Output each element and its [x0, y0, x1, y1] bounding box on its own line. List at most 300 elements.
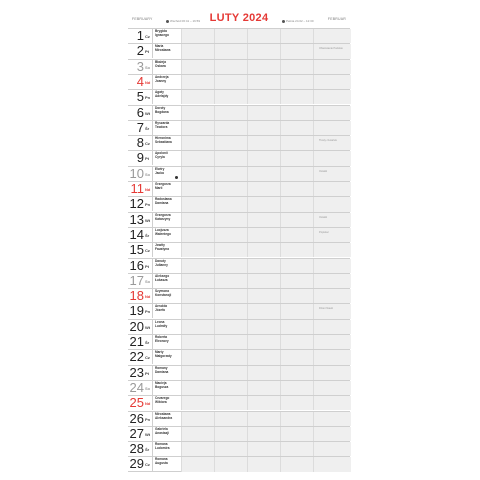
name-day-box: [152, 289, 181, 303]
entry-cell[interactable]: [214, 243, 247, 257]
name-day-first: Mirosława: [155, 411, 171, 416]
holiday-note: Tłusty czwartek: [319, 139, 337, 143]
entry-cell[interactable]: [181, 442, 214, 456]
name-day-box: [152, 90, 181, 104]
weekday-abbr: Wt: [145, 217, 151, 223]
weekday-abbr: Śr: [145, 125, 150, 131]
day-row[interactable]: [128, 59, 350, 74]
entry-cell[interactable]: [247, 289, 280, 303]
entry-cell[interactable]: [280, 381, 313, 395]
entry-cell[interactable]: [313, 427, 351, 441]
name-day-box: [152, 60, 181, 74]
day-number: 25: [129, 395, 144, 411]
entry-cell[interactable]: [313, 289, 351, 303]
entry-cell[interactable]: [280, 228, 313, 242]
entry-cell[interactable]: [214, 320, 247, 334]
entry-cell[interactable]: [181, 44, 214, 58]
entry-cell[interactable]: [280, 274, 313, 288]
entry-cell[interactable]: [181, 228, 214, 242]
name-day-second: Konstancji: [155, 293, 172, 298]
entry-cell[interactable]: [313, 121, 351, 135]
entry-cell[interactable]: [181, 151, 214, 165]
name-day-box: [152, 29, 181, 43]
name-day-first: Szymona: [155, 289, 169, 294]
day-row[interactable]: [128, 242, 350, 257]
day-rows: [128, 28, 350, 472]
name-day-second: Aleksandra: [155, 415, 173, 420]
name-day-box: [152, 259, 181, 273]
entry-cell[interactable]: [280, 90, 313, 104]
weekday-abbr: Cz: [145, 355, 150, 361]
entry-cell[interactable]: [214, 442, 247, 456]
entry-cell[interactable]: [280, 197, 313, 211]
name-day-second: Faustyna: [155, 247, 169, 252]
name-day-second: Bogusza: [155, 384, 169, 389]
day-row[interactable]: [128, 43, 350, 58]
entry-cell[interactable]: [181, 350, 214, 364]
month-label-german: FEBRUAR: [327, 17, 346, 21]
name-day-second: Ignacego: [155, 33, 169, 37]
weekday-abbr: So: [145, 278, 151, 284]
entry-cell[interactable]: [181, 75, 214, 89]
day-row[interactable]: [128, 28, 350, 43]
entry-cell[interactable]: [214, 213, 247, 227]
entry-cell[interactable]: [280, 442, 313, 456]
entry-cell[interactable]: [313, 106, 351, 120]
entry-cell[interactable]: [313, 151, 351, 165]
entry-cell[interactable]: [280, 289, 313, 303]
weekday-abbr: Cz: [145, 34, 150, 39]
entry-cell[interactable]: [280, 136, 313, 150]
day-number: 11: [130, 181, 144, 196]
entry-cell[interactable]: [181, 259, 214, 273]
entry-cell[interactable]: [280, 121, 313, 135]
entry-cell[interactable]: [181, 366, 214, 380]
day-row[interactable]: [128, 349, 350, 364]
name-day-second: Marii: [155, 186, 163, 190]
name-day-second: Małgorzaty: [155, 354, 172, 359]
entry-cell[interactable]: [214, 427, 247, 441]
day-row[interactable]: [128, 258, 350, 273]
name-day-first: Roberta: [155, 335, 168, 339]
name-day-first: Macieja: [155, 380, 167, 385]
name-day-first: Maria: [155, 44, 164, 49]
day-number: 20: [129, 318, 144, 334]
name-day-first: Romana: [155, 442, 168, 447]
entry-cell[interactable]: [181, 274, 214, 288]
entry-cell[interactable]: [247, 427, 280, 441]
entry-cell[interactable]: [181, 213, 214, 227]
weekday-abbr: Cz: [145, 248, 150, 254]
name-day-box: [152, 243, 181, 257]
entry-cell[interactable]: [181, 197, 214, 211]
entry-cell[interactable]: [247, 29, 280, 43]
name-day-box: [152, 213, 181, 227]
entry-cell[interactable]: [181, 90, 214, 104]
day-row[interactable]: [128, 89, 350, 104]
entry-cell[interactable]: [280, 44, 313, 58]
day-number: 27: [129, 425, 144, 441]
entry-cell[interactable]: [313, 366, 351, 380]
entry-cell[interactable]: [313, 243, 351, 257]
holiday-note: Popielec: [319, 230, 329, 234]
entry-cell[interactable]: [247, 75, 280, 89]
day-row[interactable]: [128, 120, 350, 135]
day-row[interactable]: [128, 426, 350, 441]
entry-cell[interactable]: [214, 60, 247, 74]
name-day-box: [152, 427, 181, 441]
entry-cell[interactable]: [313, 197, 351, 211]
entry-cell[interactable]: [313, 350, 351, 364]
weekday-abbr: Cz: [145, 462, 150, 468]
weekday-abbr: So: [145, 64, 151, 70]
entry-cell[interactable]: [214, 106, 247, 120]
day-number: 8: [136, 135, 144, 151]
name-day-second: Bogdana: [155, 109, 169, 114]
weekday-abbr: Pn: [145, 309, 151, 315]
entry-cell[interactable]: [280, 60, 313, 74]
entry-cell[interactable]: [280, 29, 313, 43]
entry-cell[interactable]: [214, 167, 247, 181]
day-number: 13: [129, 211, 144, 227]
entry-cell[interactable]: [247, 90, 280, 104]
entry-cell[interactable]: [247, 457, 280, 471]
entry-cell[interactable]: [313, 381, 351, 395]
entry-cell[interactable]: [280, 412, 313, 426]
entry-cell[interactable]: [247, 350, 280, 364]
entry-cell[interactable]: [280, 75, 313, 89]
entry-cell[interactable]: [214, 197, 247, 211]
entry-cell[interactable]: [280, 396, 313, 410]
entry-cell[interactable]: [280, 243, 313, 257]
name-day-first: Leona: [155, 319, 165, 324]
entry-cell[interactable]: [181, 381, 214, 395]
day-row[interactable]: [128, 303, 350, 318]
entry-cell[interactable]: [247, 106, 280, 120]
entry-cell[interactable]: [280, 320, 313, 334]
day-number: 9: [136, 150, 144, 166]
entry-cell[interactable]: [247, 121, 280, 135]
entry-cell[interactable]: [214, 29, 247, 43]
day-row[interactable]: [128, 150, 350, 165]
name-day-second: Ludomira: [155, 446, 170, 451]
entry-cell[interactable]: [247, 259, 280, 273]
day-row[interactable]: [128, 456, 350, 471]
entry-cell[interactable]: [247, 335, 280, 349]
day-row[interactable]: [128, 411, 350, 426]
weekday-abbr: Pt: [145, 370, 149, 376]
day-number: 24: [129, 379, 144, 395]
entry-cell[interactable]: [181, 121, 214, 135]
entry-cell[interactable]: [181, 182, 214, 196]
holiday-note: Ostatki: [319, 169, 328, 173]
entry-cell[interactable]: [181, 106, 214, 120]
entry-cell[interactable]: [247, 182, 280, 196]
entry-cell[interactable]: [214, 381, 247, 395]
entry-cell[interactable]: [280, 366, 313, 380]
weekday-abbr: Pn: [145, 416, 151, 422]
entry-cell[interactable]: [313, 412, 351, 426]
entry-cell[interactable]: [214, 182, 247, 196]
day-row[interactable]: [128, 135, 350, 150]
entry-cell[interactable]: [247, 381, 280, 395]
name-day-box: [152, 228, 181, 242]
moon-phase-icon: [175, 176, 178, 179]
name-day-first: Brygida: [155, 29, 167, 33]
entry-cell[interactable]: [181, 289, 214, 303]
name-day-first: Aleksego: [155, 273, 170, 278]
entry-cell[interactable]: [214, 366, 247, 380]
name-day-box: [152, 412, 181, 426]
day-number: 5: [136, 89, 144, 105]
entry-cell[interactable]: [247, 136, 280, 150]
weekday-abbr: Śr: [145, 447, 150, 453]
entry-cell[interactable]: [247, 274, 280, 288]
entry-cell[interactable]: [313, 396, 351, 410]
name-day-first: Romana: [155, 457, 168, 462]
entry-cell[interactable]: [181, 320, 214, 334]
name-day-box: [152, 121, 181, 135]
weekday-abbr: Wt: [145, 324, 151, 330]
entry-cell[interactable]: [214, 350, 247, 364]
entry-cell[interactable]: [247, 412, 280, 426]
day-number: 3: [136, 58, 144, 74]
day-row[interactable]: [128, 441, 350, 456]
name-day-first: Hieronima: [155, 136, 171, 141]
name-day-first: Romany: [155, 365, 168, 370]
name-day-second: Walentego: [155, 231, 171, 236]
entry-cell[interactable]: [247, 44, 280, 58]
weekday-abbr: Nd: [145, 294, 151, 300]
name-day-box: [152, 274, 181, 288]
weekday-abbr: So: [145, 171, 151, 177]
entry-cell[interactable]: [214, 136, 247, 150]
day-row[interactable]: [128, 181, 350, 196]
entry-cell[interactable]: [214, 396, 247, 410]
day-number: 19: [129, 303, 144, 319]
entry-cell[interactable]: [214, 412, 247, 426]
entry-cell[interactable]: [181, 412, 214, 426]
name-day-box: [152, 136, 181, 150]
entry-cell[interactable]: [214, 259, 247, 273]
wall-calendar: [128, 10, 350, 472]
day-row[interactable]: [128, 212, 350, 227]
holiday-note: Ostatki: [319, 215, 328, 219]
name-day-first: Jowity: [155, 243, 165, 248]
holiday-note: Ofiarowanie Pańskie: [319, 47, 343, 51]
entry-cell[interactable]: [214, 121, 247, 135]
name-day-second: Katarzyny: [155, 216, 171, 221]
day-number: 12: [129, 196, 144, 212]
day-row[interactable]: [128, 395, 350, 410]
entry-cell[interactable]: [247, 197, 280, 211]
name-day-second: Wiktora: [155, 400, 167, 405]
entry-cell[interactable]: [214, 289, 247, 303]
name-day-first: Doroty: [155, 105, 166, 110]
month-label-english: FEBRUARY: [132, 17, 153, 21]
weekday-abbr: Wt: [145, 110, 151, 116]
day-row[interactable]: [128, 288, 350, 303]
entry-cell[interactable]: [214, 90, 247, 104]
weekday-abbr: Pt: [145, 263, 149, 269]
entry-cell[interactable]: [280, 427, 313, 441]
name-day-second: Joanny: [155, 78, 167, 83]
name-day-first: Błażeja: [155, 59, 166, 64]
name-day-second: Julianny: [155, 262, 168, 267]
entry-cell[interactable]: [280, 350, 313, 364]
day-row[interactable]: [128, 334, 350, 349]
day-number: 7: [136, 119, 144, 135]
name-day-second: Teodora: [155, 124, 168, 129]
entry-cell[interactable]: [280, 167, 313, 181]
weekday-abbr: Wt: [145, 431, 151, 437]
entry-cell[interactable]: [214, 457, 247, 471]
moon-icon: [282, 20, 285, 23]
entry-cell[interactable]: [181, 304, 214, 318]
day-number: 21: [129, 334, 144, 349]
weekday-abbr: Pt: [145, 156, 149, 162]
entry-cell[interactable]: [214, 274, 247, 288]
weekday-abbr: Nd: [145, 187, 151, 192]
entry-cell[interactable]: [247, 396, 280, 410]
weekday-abbr: Pn: [145, 95, 151, 101]
entry-cell[interactable]: [181, 29, 214, 43]
entry-cell[interactable]: [313, 320, 351, 334]
name-day-box: [152, 350, 181, 364]
entry-cell[interactable]: [313, 457, 351, 471]
day-number: 18: [129, 288, 144, 304]
day-number: 26: [129, 410, 144, 426]
entry-cell[interactable]: [214, 228, 247, 242]
calendar-header: [128, 10, 350, 28]
name-day-first: Apolonii: [155, 151, 168, 156]
entry-cell[interactable]: [313, 335, 351, 349]
entry-cell[interactable]: [280, 213, 313, 227]
weekday-abbr: So: [145, 385, 151, 391]
name-day-first: Grzegorza: [155, 212, 171, 217]
name-day-first: Gabriela: [155, 426, 168, 431]
name-day-first: Ryszarda: [155, 120, 170, 125]
name-day-first: Andrzeja: [155, 74, 169, 79]
day-number: 4: [136, 73, 144, 89]
entry-cell[interactable]: [280, 259, 313, 273]
entry-cell[interactable]: [247, 167, 280, 181]
entry-cell[interactable]: [247, 243, 280, 257]
entry-cell[interactable]: [247, 304, 280, 318]
name-day-first: Cezarego: [155, 396, 170, 401]
entry-cell[interactable]: [181, 136, 214, 150]
entry-cell[interactable]: [214, 75, 247, 89]
entry-cell[interactable]: [313, 442, 351, 456]
name-day-box: [152, 396, 181, 410]
day-number: 2: [136, 43, 144, 59]
entry-cell[interactable]: [280, 457, 313, 471]
entry-cell[interactable]: [247, 228, 280, 242]
name-day-second: Eleonory: [155, 339, 169, 343]
name-day-box: [152, 151, 181, 165]
entry-cell[interactable]: [247, 60, 280, 74]
day-row[interactable]: [128, 74, 350, 89]
entry-cell[interactable]: [247, 320, 280, 334]
entry-cell[interactable]: [313, 29, 351, 43]
entry-cell[interactable]: [313, 90, 351, 104]
name-day-first: Arnolda: [155, 304, 168, 309]
entry-cell[interactable]: [214, 151, 247, 165]
entry-cell[interactable]: [313, 60, 351, 74]
name-day-first: Marty: [155, 350, 164, 355]
entry-cell[interactable]: [280, 304, 313, 318]
entry-cell[interactable]: [214, 304, 247, 318]
entry-cell[interactable]: [313, 259, 351, 273]
entry-cell[interactable]: [181, 457, 214, 471]
day-number: 1: [136, 28, 144, 43]
entry-cell[interactable]: [181, 60, 214, 74]
name-day-box: [152, 442, 181, 456]
day-row[interactable]: [128, 365, 350, 380]
day-number: 15: [129, 242, 144, 258]
entry-cell[interactable]: [247, 151, 280, 165]
entry-cell[interactable]: [280, 106, 313, 120]
entry-cell[interactable]: [313, 75, 351, 89]
entry-cell[interactable]: [313, 182, 351, 196]
name-day-box: [152, 366, 181, 380]
day-row[interactable]: [128, 196, 350, 211]
weekday-abbr: Pt: [145, 49, 149, 55]
weekday-abbr: Nd: [145, 401, 151, 407]
day-row[interactable]: [128, 105, 350, 120]
name-day-box: [152, 335, 181, 349]
name-day-box: [152, 75, 181, 89]
moon-info-left: Wschód 06:41 – 16:59: [166, 19, 200, 23]
weekday-abbr: Śr: [145, 340, 150, 345]
weekday-abbr: Śr: [145, 232, 150, 238]
name-day-second: Oskara: [155, 63, 166, 68]
name-day-second: Ludmiły: [155, 323, 168, 328]
entry-cell[interactable]: [214, 335, 247, 349]
day-row[interactable]: [128, 319, 350, 334]
name-day-box: [152, 44, 181, 58]
entry-cell[interactable]: [313, 274, 351, 288]
entry-cell[interactable]: [181, 396, 214, 410]
day-number: 23: [129, 364, 144, 380]
name-day-box: [152, 182, 181, 196]
entry-cell[interactable]: [181, 335, 214, 349]
entry-cell[interactable]: [247, 442, 280, 456]
name-day-box: [152, 381, 181, 395]
name-day-first: Agaty: [155, 90, 164, 95]
day-row[interactable]: [128, 166, 350, 181]
entry-cell[interactable]: [181, 427, 214, 441]
day-number: 17: [129, 272, 144, 288]
day-row[interactable]: [128, 273, 350, 288]
name-day-second: Łukasza: [155, 277, 168, 282]
name-day-second: Sebastiana: [155, 140, 172, 145]
entry-cell[interactable]: [280, 182, 313, 196]
entry-cell[interactable]: [280, 335, 313, 349]
entry-cell[interactable]: [247, 213, 280, 227]
entry-cell[interactable]: [247, 366, 280, 380]
entry-cell[interactable]: [214, 44, 247, 58]
name-day-first: Grzegorza: [155, 182, 171, 186]
entry-cell[interactable]: [181, 243, 214, 257]
day-row[interactable]: [128, 227, 350, 242]
entry-cell[interactable]: [280, 151, 313, 165]
day-row[interactable]: [128, 380, 350, 395]
weekday-abbr: Pn: [145, 202, 151, 208]
day-number: 6: [136, 104, 144, 120]
entry-cell[interactable]: [181, 167, 214, 181]
name-day-second: Anastazji: [155, 430, 169, 435]
